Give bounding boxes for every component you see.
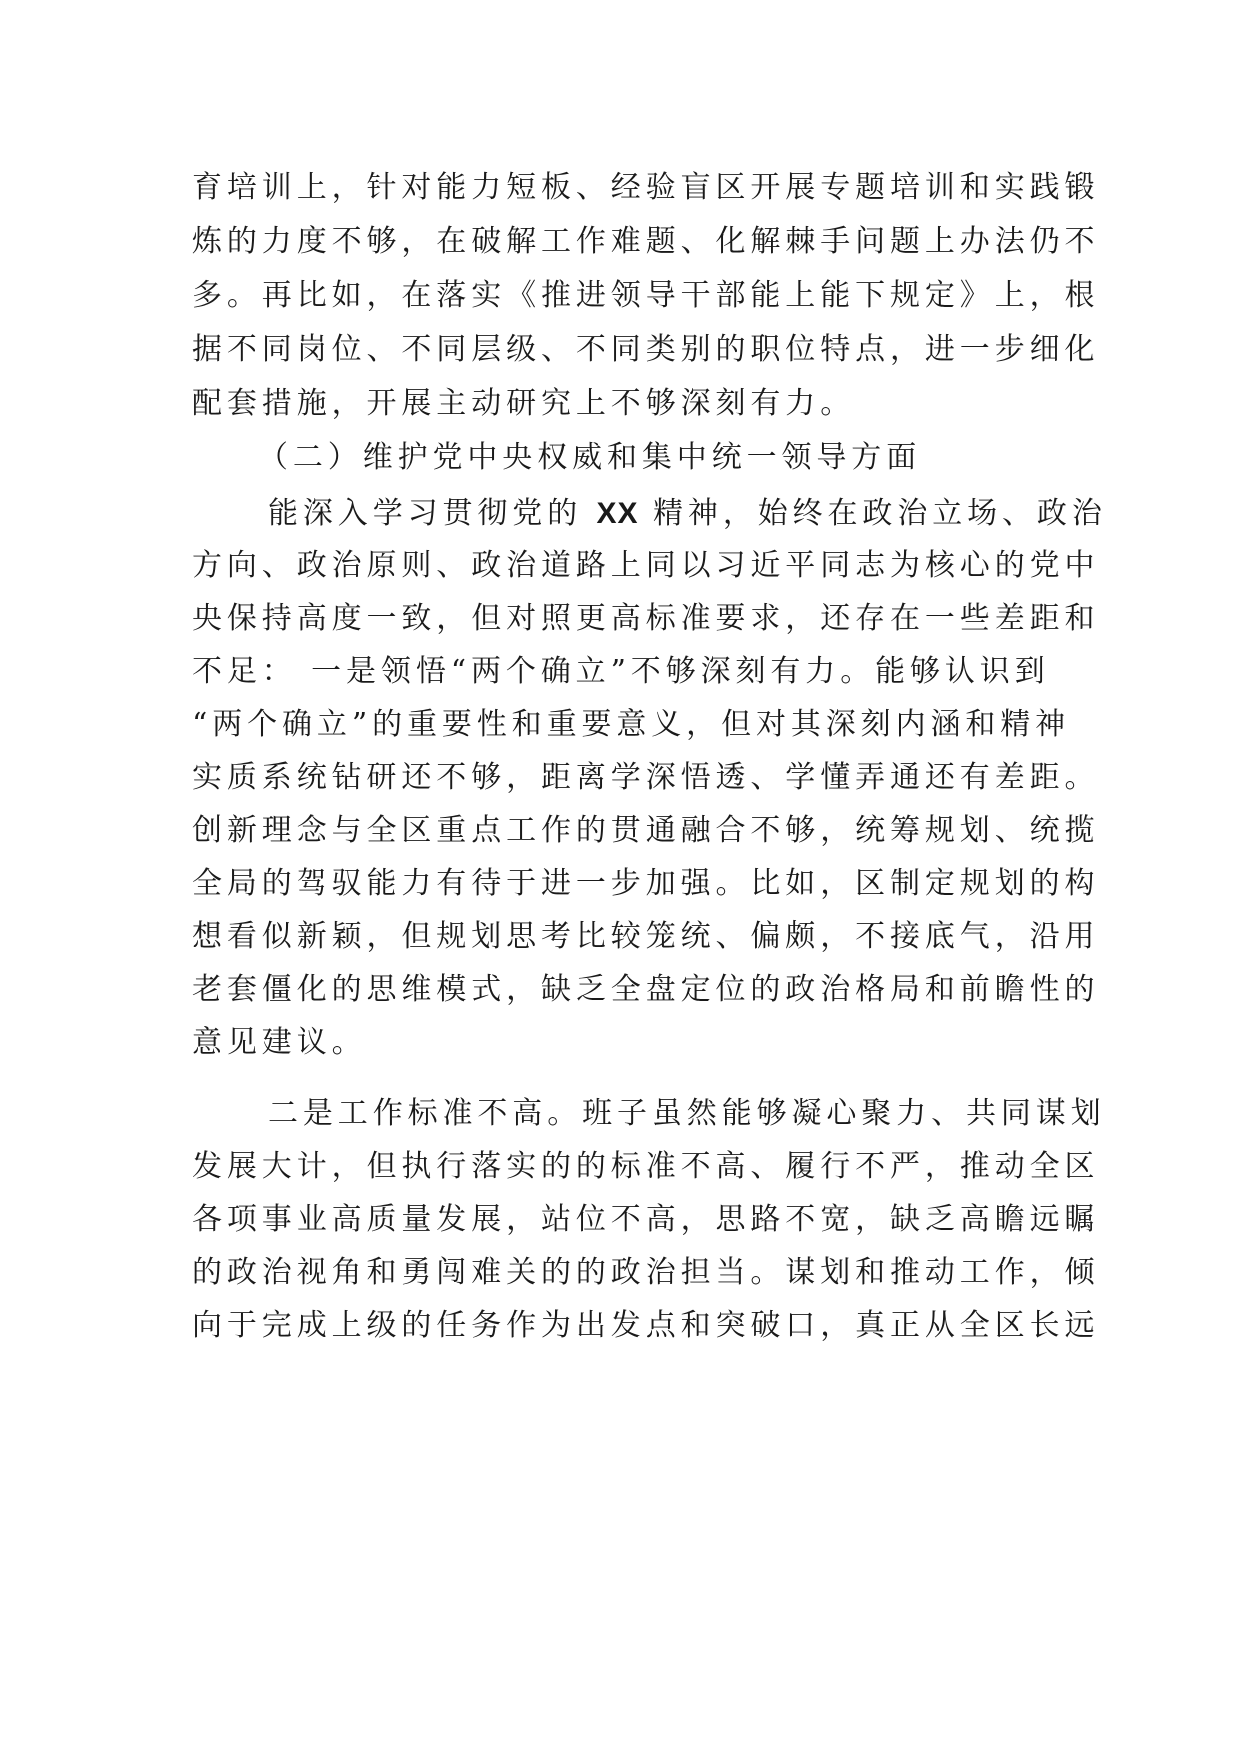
section-heading: （二）维护党中央权威和集中统一领导方面 <box>258 440 922 475</box>
text-line: 意见建议。 <box>192 1025 367 1060</box>
text-line: 育培训上，针对能力短板、经验盲区开展专题培训和实践锻 <box>192 170 1100 205</box>
text-line <box>268 486 1107 542</box>
text-segment: 能深入学习贯彻党的 <box>268 496 597 531</box>
text-segment: 精神，始终在政治立场、政治 <box>638 496 1107 531</box>
text-line: 二是工作标准不高。班子虽然能够凝心聚力、共同谋划 <box>268 1096 1106 1131</box>
text-line: 不足： 一是领悟“两个确立”不够深刻有力。能够认识到 <box>192 654 1050 689</box>
text-line: 据不同岗位、不同层级、不同类别的职位特点，进一步细化 <box>192 332 1100 367</box>
text-line: 实质系统钻研还不够，距离学深悟透、学懂弄通还有差距。 <box>192 760 1100 795</box>
text-line: 的政治视角和勇闯难关的的政治担当。谋划和推动工作，倾 <box>192 1255 1100 1290</box>
text-line: “两个确立”的重要性和重要意义，但对其深刻内涵和精神 <box>192 707 1071 742</box>
text-line: 全局的驾驭能力有待于进一步加强。比如，区制定规划的构 <box>192 866 1100 901</box>
text-line: 央保持高度一致，但对照更高标准要求，还存在一些差距和 <box>192 601 1100 636</box>
text-line: 各项事业高质量发展，站位不高，思路不宽，缺乏高瞻远瞩 <box>192 1202 1100 1237</box>
text-line: 老套僵化的思维模式，缺乏全盘定位的政治格局和前瞻性的 <box>192 972 1100 1007</box>
text-line: 发展大计，但执行落实的的标准不高、履行不严，推动全区 <box>192 1149 1100 1184</box>
text-line: 多。再比如，在落实《推进领导干部能上能下规定》上，根 <box>192 278 1100 313</box>
text-line: 创新理念与全区重点工作的贯通融合不够，统筹规划、统揽 <box>192 813 1100 848</box>
placeholder-bold-text: XX <box>596 497 639 530</box>
text-line: 想看似新颖，但规划思考比较笼统、偏颇，不接底气，沿用 <box>192 919 1100 954</box>
text-line: 配套措施，开展主动研究上不够深刻有力。 <box>192 386 856 421</box>
text-line: 炼的力度不够，在破解工作难题、化解棘手问题上办法仍不 <box>192 224 1100 259</box>
text-line: 向于完成上级的任务作为出发点和突破口，真正从全区长远 <box>192 1308 1100 1343</box>
text-line: 方向、政治原则、政治道路上同以习近平同志为核心的党中 <box>192 548 1100 583</box>
